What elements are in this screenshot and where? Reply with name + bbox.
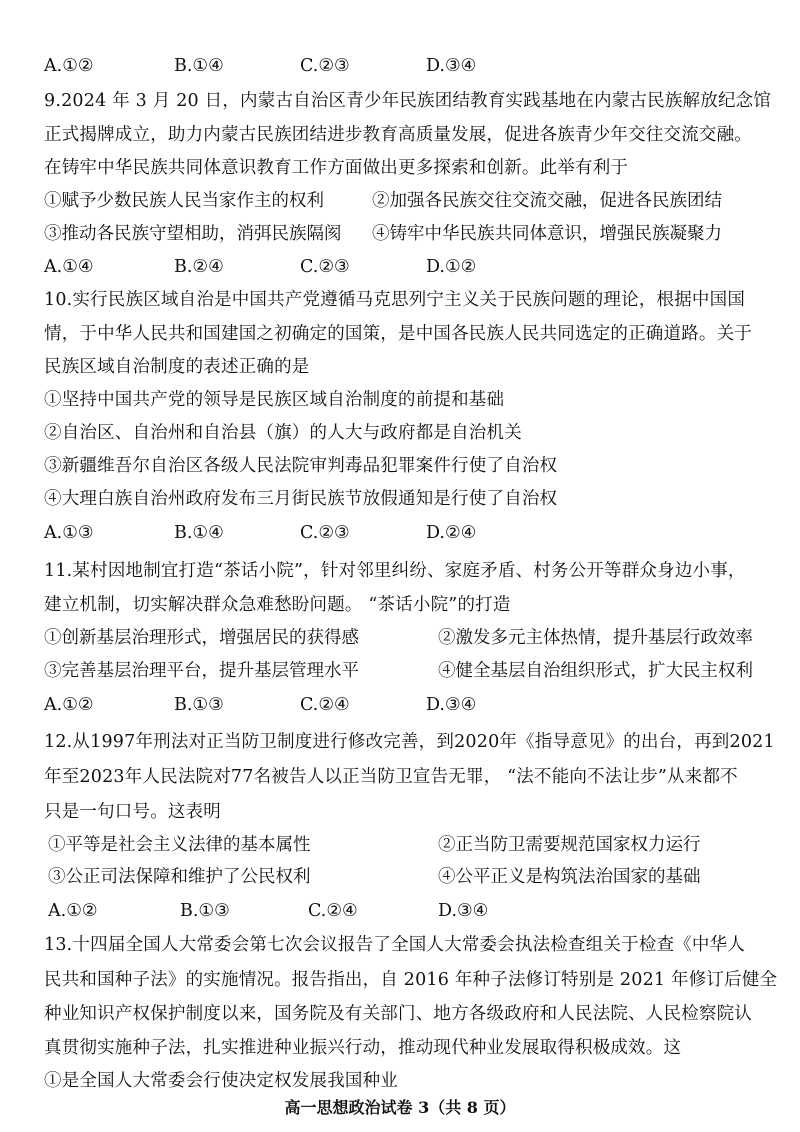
q8-option-b: B.①④ [174,56,224,76]
q8-option-c: C.②③ [300,56,350,76]
q9-item-3: ③推动各民族守望相助，消弭民族隔阂 [44,224,342,244]
q11-stem-line-1: 11.某村因地制宜打造“茶话小院”，针对邻里纠纷、家庭矛盾、村务公开等群众身边小事， [44,561,746,581]
q10-item-3: ③新疆维吾尔自治区各级人民法院审判毒品犯罪案件行使了自治权 [44,456,558,476]
q8-option-d: D.③④ [426,56,477,76]
q11-option-c: C.②④ [300,695,350,715]
q9-option-d: D.①② [426,257,477,277]
q12-item-2: ②正当防卫需要规范国家权力运行 [438,835,701,855]
q10-stem-line-2: 情，于中华人民共和国建国之初确定的国策，是中国各民族人民共同选定的正确道路。关于 [44,324,752,344]
q10-item-2: ②自治区、自治州和自治县（旗）的人大与政府都是自治机关 [44,423,522,443]
q12-item-3: ③公正司法保障和维护了公民权利 [48,867,311,887]
q10-stem-line-1: 10.实行民族区域自治是中国共产党遵循马克思列宁主义关于民族问题的理论，根据中国国 [44,290,746,310]
q9-stem-line-2: 正式揭牌成立，助力内蒙古民族团结进步教育高质量发展，促进各族青少年交往交流交融。 [44,125,752,145]
q11-stem-line-2: 建立机制，切实解决群众急难愁盼问题。 “茶话小院”的打造 [44,595,511,615]
q12-option-a: A.①② [48,901,98,921]
q11-option-a: A.①② [44,695,94,715]
q10-option-c: C.②③ [300,523,350,543]
q13-stem-line-1: 13.十四届全国人大常委会第七次会议报告了全国人大常委会执法检查组关于检查《中华人 [44,935,746,955]
q12-option-d: D.③④ [438,901,489,921]
q11-item-3: ③完善基层治理平台，提升基层管理水平 [44,661,359,681]
q10-option-a: A.①③ [44,523,94,543]
q9-item-2: ②加强各民族交往交流交融，促进各民族团结 [372,191,722,211]
q9-option-a: A.①④ [44,257,94,277]
q9-option-b: B.②④ [174,257,224,277]
q9-stem-line-1: 9.2024 年 3 月 20 日，内蒙古自治区青少年民族团结教育实践基地在内蒙古民族解放纪念馆 [44,91,772,111]
q12-stem-line-2: 年至2023年人民法院对77名被告人以正当防卫宣告无罪， “法不能向不法让步”从来都不 [44,767,738,787]
q12-stem-line-1: 12.从1997年刑法对正当防卫制度进行修改完善，到2020年《指导意见》的出台，再到2021 [44,732,775,752]
q13-item-1: ①是全国人大常委会行使决定权发展我国种业 [44,1071,398,1091]
q10-item-4: ④大理白族自治州政府发布三月街民族节放假通知是行使了自治权 [44,489,558,509]
q13-stem-line-4: 真贯彻实施种子法，扎实推进种业振兴行动，推动现代种业发展取得积极成效。这 [44,1038,682,1058]
q10-option-b: B.①④ [174,523,224,543]
q13-stem-line-2: 民共和国种子法》的实施情况。报告指出，自 2016 年种子法修订特别是 2021 年修订后健全 [44,970,778,990]
page-footer: 高一思想政治试卷 3（共 8 页） [284,1098,516,1117]
q11-option-b: B.①③ [174,695,224,715]
q8-option-a: A.①② [44,56,94,76]
q9-item-4: ④铸牢中华民族共同体意识，增强民族凝聚力 [372,224,722,244]
q12-option-c: C.②④ [308,901,358,921]
q9-option-c: C.②③ [300,257,350,277]
q12-item-1: ①平等是社会主义法律的基本属性 [48,835,311,855]
q11-item-4: ④健全基层自治组织形式，扩大民主权利 [438,661,753,681]
q12-stem-line-3: 只是一句口号。这表明 [44,802,221,822]
q12-option-b: B.①③ [180,901,230,921]
q12-item-4: ④公平正义是构筑法治国家的基础 [438,867,701,887]
q11-item-1: ①创新基层治理形式，增强居民的获得感 [44,628,359,648]
q9-item-1: ①赋予少数民族人民当家作主的权利 [44,191,324,211]
q9-stem-line-3: 在铸牢中华民族共同体意识教育工作方面做出更多探索和创新。此举有利于 [44,158,629,178]
q11-option-d: D.③④ [426,695,477,715]
q11-item-2: ②激发多元主体热情，提升基层行政效率 [438,628,753,648]
q10-stem-line-3: 民族区域自治制度的表述正确的是 [44,357,310,377]
q10-option-d: D.②④ [426,523,477,543]
q10-item-1: ①坚持中国共产党的领导是民族区域自治制度的前提和基础 [44,390,505,410]
q13-stem-line-3: 种业知识产权保护制度以来，国务院及有关部门、地方各级政府和人民法院、人民检察院认 [44,1004,752,1024]
